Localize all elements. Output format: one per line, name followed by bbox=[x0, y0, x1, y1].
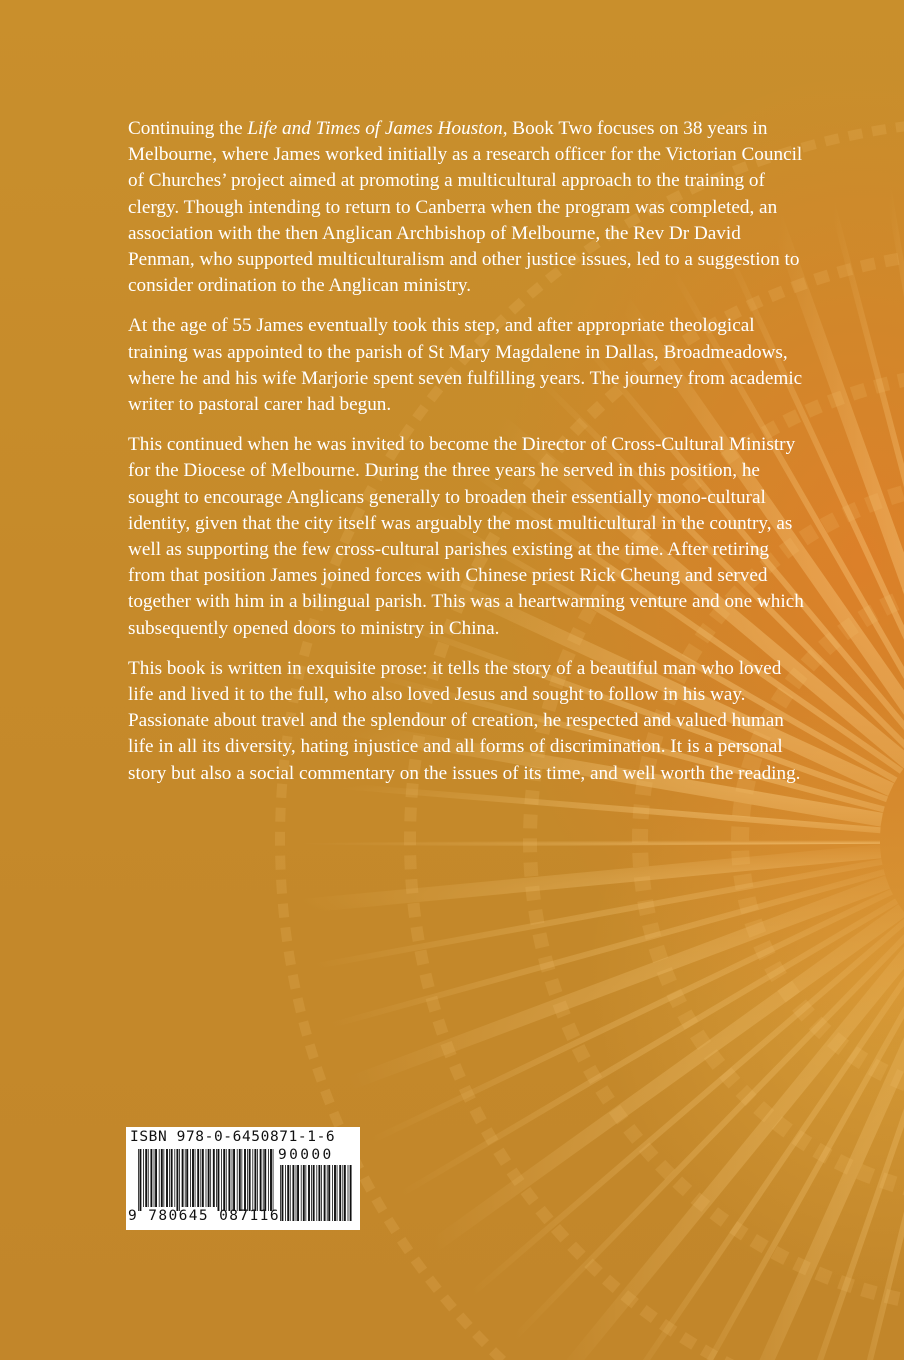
barcode-bar bbox=[223, 1149, 225, 1211]
barcode-bar bbox=[140, 1149, 142, 1211]
decorative-ray bbox=[100, 841, 880, 846]
barcode-bar bbox=[138, 1149, 139, 1211]
barcode-bar bbox=[169, 1149, 170, 1207]
barcode-bar bbox=[348, 1165, 349, 1221]
barcode-bar bbox=[218, 1149, 220, 1211]
barcode-bar bbox=[273, 1149, 274, 1211]
blurb-text bbox=[128, 116, 804, 801]
barcode-bar bbox=[228, 1149, 230, 1211]
barcode-bar bbox=[192, 1149, 194, 1207]
barcode-bar bbox=[221, 1149, 222, 1211]
barcode-bar bbox=[244, 1149, 246, 1211]
isbn-label: ISBN 978-0-6450871-1-6 bbox=[130, 1129, 336, 1145]
barcode-bar bbox=[195, 1149, 196, 1207]
barcode-bar bbox=[342, 1165, 343, 1221]
barcode-bar bbox=[344, 1165, 346, 1221]
barcode-bar bbox=[155, 1149, 157, 1207]
barcode-bar bbox=[324, 1165, 326, 1221]
barcode-bar bbox=[285, 1165, 286, 1221]
barcode-bar bbox=[241, 1149, 242, 1211]
blurb-p1-body: , Book Two focuses on 38 years in Melbourne, where James worked initially as a research officer for the Victorian Council of Churches’ project aimed at promoting a multicultural approach to the training of clergy. Though intending to return to Canberra when the program was completed, an association with the then Anglican Archbishop of Melbourne, the Rev Dr David Penman, who supported multiculturalism and other justice issues, led to a suggestion to consider ordination to the Anglican ministry. bbox=[128, 118, 803, 297]
barcode-bar bbox=[216, 1149, 217, 1207]
barcode-bar bbox=[268, 1149, 269, 1211]
barcode-bar bbox=[226, 1149, 227, 1211]
barcode-bar bbox=[280, 1165, 281, 1221]
blurb-paragraph-1 bbox=[128, 116, 804, 299]
book-title-italic: Life and Times of James Houston bbox=[247, 118, 503, 139]
barcode-bar bbox=[337, 1165, 338, 1221]
barcode-bar bbox=[166, 1149, 168, 1207]
barcode-bar bbox=[150, 1149, 152, 1207]
barcode-bar bbox=[290, 1165, 291, 1221]
barcode-bar bbox=[247, 1149, 248, 1211]
barcode-bar bbox=[197, 1149, 199, 1207]
barcode-bar bbox=[232, 1149, 233, 1211]
barcode-bar bbox=[206, 1149, 207, 1207]
barcode-bar bbox=[145, 1149, 147, 1207]
blurb-paragraph-2: At the age of 55 James eventually took this step, and after appropriate theological training was appointed to the parish of St Mary Magdalene in Dallas, Broadmeadows, where he and his wife Marjorie spent seven fulfilling years. The journey from academic writer to pastoral carer had begun. bbox=[128, 315, 803, 416]
barcode-bar bbox=[249, 1149, 251, 1211]
blurb-p1-lead: Continuing the bbox=[128, 118, 248, 139]
barcode-bar bbox=[303, 1165, 305, 1221]
barcode-bar bbox=[210, 1149, 211, 1207]
barcode-bar bbox=[297, 1165, 299, 1221]
barcode-bar bbox=[316, 1165, 317, 1221]
barcode-bar bbox=[208, 1149, 210, 1207]
barcode-bar bbox=[350, 1165, 352, 1221]
barcode-bar bbox=[202, 1149, 204, 1207]
barcode-bar bbox=[179, 1149, 180, 1211]
barcode-bar bbox=[334, 1165, 336, 1221]
barcode-bar bbox=[296, 1165, 297, 1221]
barcode-bar bbox=[282, 1165, 284, 1221]
barcode-digits: 9 780645 087116 bbox=[128, 1208, 280, 1224]
barcode-bar bbox=[159, 1149, 160, 1207]
barcode-bar bbox=[308, 1165, 310, 1221]
barcode-bar bbox=[143, 1149, 144, 1207]
barcode-bar bbox=[182, 1149, 184, 1207]
barcode-bar bbox=[239, 1149, 241, 1211]
barcode-bar bbox=[233, 1149, 235, 1211]
isbn-barcode bbox=[126, 1127, 360, 1230]
barcode-bar bbox=[185, 1149, 186, 1207]
barcode-bar bbox=[186, 1149, 188, 1207]
barcode-bar bbox=[263, 1149, 264, 1211]
barcode-bar bbox=[237, 1149, 238, 1211]
barcode-bar bbox=[190, 1149, 191, 1207]
barcode-bar bbox=[148, 1149, 149, 1207]
ean-barcode-bars bbox=[138, 1149, 274, 1211]
barcode-bar bbox=[311, 1165, 312, 1221]
barcode-bar bbox=[327, 1165, 328, 1221]
barcode-bar bbox=[200, 1149, 201, 1207]
barcode-bar bbox=[260, 1149, 262, 1211]
blurb-paragraph-3: This continued when he was invited to become the Director of Cross-Cultural Ministry for the Diocese of Melbourne. During the three years he served in this position, he sought to encourage Anglicans generally to broaden their essentially mono-cultural identity, given that the city itself was arguably the most multicultural in the country, as well as supporting the few cross-cultural parishes existing at the time. After retiring from that position James joined forces with Chinese priest Rick Cheung and served together with him in a bilingual parish. This was a heartwarming venture and one which subsequently opened doors to ministry in China. bbox=[128, 434, 804, 639]
barcode-bar bbox=[161, 1149, 163, 1207]
decorative-ray bbox=[104, 851, 881, 924]
barcode-bar bbox=[174, 1149, 175, 1207]
barcode-bar bbox=[264, 1149, 266, 1211]
barcode-bar bbox=[332, 1165, 333, 1221]
barcode-bar bbox=[163, 1149, 164, 1207]
barcode-bar bbox=[318, 1165, 320, 1221]
barcode-bar bbox=[301, 1165, 302, 1221]
barcode-bar bbox=[287, 1165, 289, 1221]
barcode-bar bbox=[339, 1165, 341, 1221]
addon-barcode-bars bbox=[280, 1165, 352, 1225]
barcode-bar bbox=[257, 1149, 258, 1211]
barcode-bar bbox=[328, 1165, 330, 1221]
price-addon-digits: 90000 bbox=[278, 1147, 334, 1163]
barcode-bar bbox=[321, 1165, 322, 1221]
barcode-bar bbox=[176, 1149, 178, 1211]
barcode-bar bbox=[154, 1149, 155, 1207]
barcode-bar bbox=[213, 1149, 215, 1207]
barcode-bar bbox=[313, 1165, 315, 1221]
barcode-bar bbox=[171, 1149, 173, 1207]
barcode-bar bbox=[270, 1149, 272, 1211]
barcode-bar bbox=[292, 1165, 294, 1221]
barcode-bar bbox=[252, 1149, 253, 1211]
barcode-bar bbox=[305, 1165, 306, 1221]
blurb-paragraph-4: This book is written in exquisite prose: it tells the story of a beautiful man who loved life and lived it to the full, who also loved Jesus and sought to follow in his way. Passionate about travel and the splendour of creation, he respected and valued human life in all its diversity, hating injustice and all forms of discrimination. It is a personal story but also a social commentary on the issues of its time, and well worth the reading. bbox=[128, 657, 801, 784]
barcode-bar bbox=[254, 1149, 256, 1211]
